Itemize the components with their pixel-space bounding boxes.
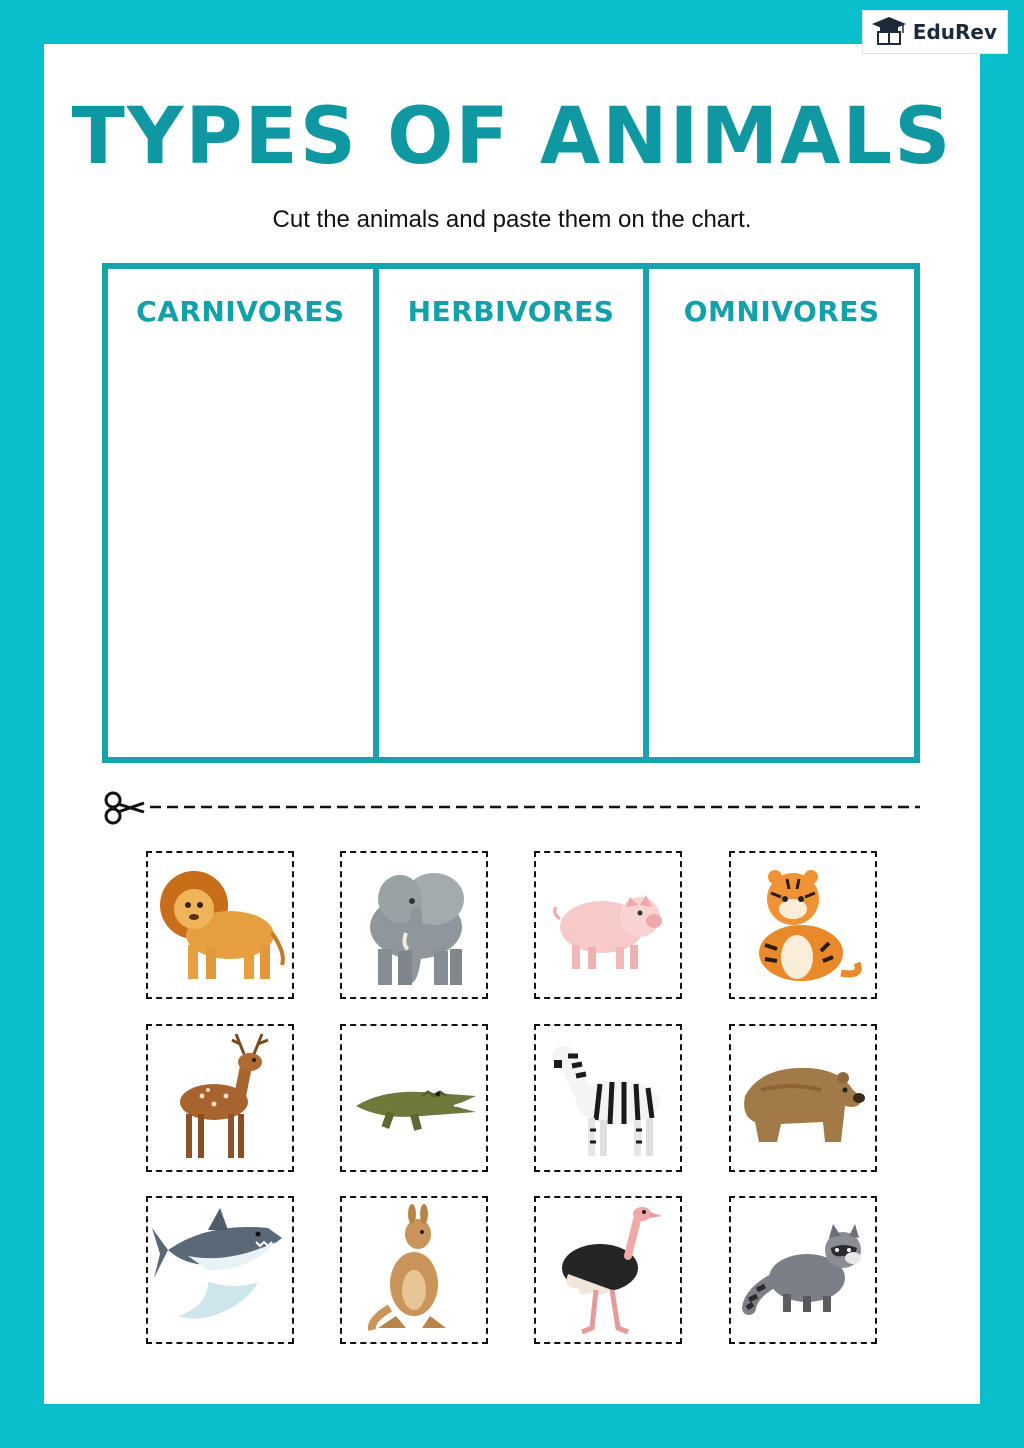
card-crocodile[interactable]: [340, 1024, 488, 1172]
elephant-icon: [342, 853, 486, 997]
column-heading: HERBIVORES: [407, 295, 615, 328]
cut-line: [102, 790, 922, 826]
column-heading: OMNIVORES: [683, 295, 880, 328]
pig-icon: [536, 853, 680, 997]
scissors-icon: [106, 793, 144, 823]
edurev-logo[interactable]: [862, 10, 1008, 54]
lion-icon: [148, 853, 292, 997]
page-title: TYPES OF ANIMALS: [71, 92, 953, 182]
card-kangaroo[interactable]: [340, 1196, 488, 1344]
raccoon-icon: [731, 1198, 875, 1342]
instruction-text: Cut the animals and paste them on the chart.: [272, 206, 752, 233]
card-raccoon[interactable]: [729, 1196, 877, 1344]
kangaroo-icon: [342, 1198, 486, 1342]
card-deer[interactable]: [146, 1024, 294, 1172]
card-tiger[interactable]: [729, 851, 877, 999]
column-carnivores[interactable]: [108, 269, 373, 757]
card-ostrich[interactable]: [534, 1196, 682, 1344]
card-shark[interactable]: [146, 1196, 294, 1344]
card-bear[interactable]: [729, 1024, 877, 1172]
deer-icon: [148, 1026, 292, 1170]
card-elephant[interactable]: [340, 851, 488, 999]
logo-text: EduRev: [912, 20, 997, 44]
column-omnivores[interactable]: [643, 269, 914, 757]
card-lion[interactable]: [146, 851, 294, 999]
card-zebra[interactable]: [534, 1024, 682, 1172]
zebra-icon: [536, 1026, 680, 1170]
shark-icon: [148, 1198, 292, 1342]
sorting-chart: [102, 263, 920, 763]
graduation-cap-icon: [871, 14, 907, 50]
card-pig[interactable]: [534, 851, 682, 999]
ostrich-icon: [536, 1198, 680, 1342]
column-heading: CARNIVORES: [136, 295, 345, 328]
bear-icon: [731, 1026, 875, 1170]
column-herbivores[interactable]: [373, 269, 644, 757]
crocodile-icon: [342, 1026, 486, 1170]
tiger-icon: [731, 853, 875, 997]
